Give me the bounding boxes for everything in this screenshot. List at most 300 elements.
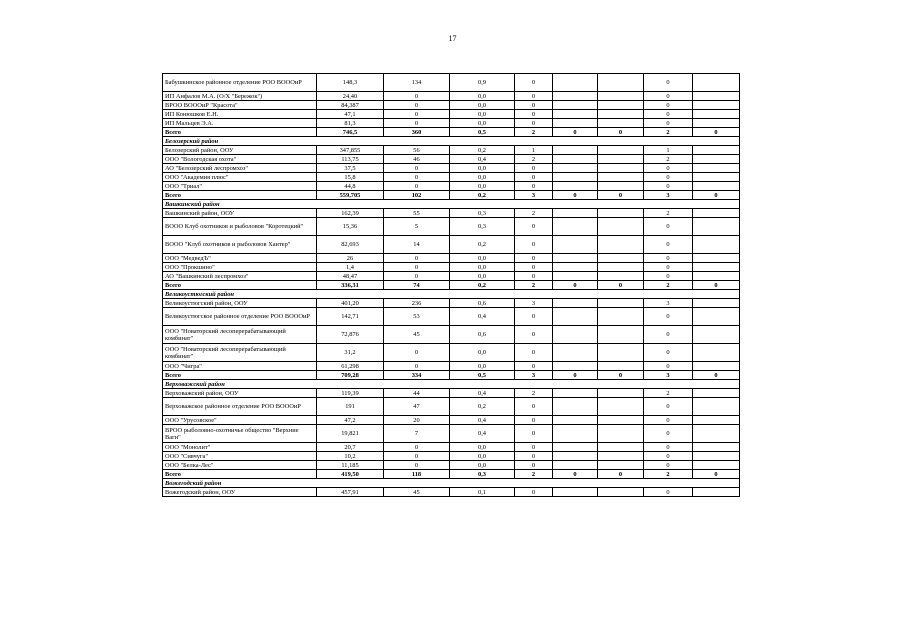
organization-name: ИП Мальцев Э.А.	[163, 119, 317, 128]
table-cell: 0	[384, 263, 450, 272]
table-cell: 0	[598, 191, 644, 200]
table-cell: 0	[553, 371, 598, 380]
table-cell: 10,2	[317, 452, 384, 461]
table-cell: 0	[515, 461, 553, 470]
table-cell: 0	[553, 128, 598, 137]
table-cell	[693, 344, 740, 362]
table-cell	[598, 344, 644, 362]
table-cell: 709,28	[317, 371, 384, 380]
table-cell	[553, 344, 598, 362]
table-cell: 419,50	[317, 470, 384, 479]
table-row	[163, 74, 740, 92]
table-cell: 0,0	[450, 272, 515, 281]
district-name: Вашкинский район	[163, 200, 740, 209]
table-cell	[693, 146, 740, 155]
table-cell: 72,876	[317, 326, 384, 344]
table-cell	[693, 299, 740, 308]
district-name: Верховажский район	[163, 380, 740, 389]
table-cell	[553, 416, 598, 425]
table-cell: 26	[317, 254, 384, 263]
organization-name: ООО "Новаторский лесоперерабатывающий комбинат"	[163, 326, 317, 344]
table-cell: 0	[515, 236, 553, 254]
table-cell: 0	[693, 470, 740, 479]
table-cell: 457,91	[317, 488, 384, 497]
table-cell: 2	[515, 470, 553, 479]
table-cell: 0	[515, 74, 553, 92]
table-cell: 0	[384, 101, 450, 110]
table-cell: 0	[644, 452, 693, 461]
table-cell: 0	[515, 263, 553, 272]
table-cell: 0	[384, 443, 450, 452]
table-cell	[598, 119, 644, 128]
organization-name: ООО "Урусовское"	[163, 416, 317, 425]
organization-name: ООО "Вологодская охота"	[163, 155, 317, 164]
table-cell: 0	[515, 488, 553, 497]
table-cell: 44	[384, 389, 450, 398]
table-cell	[553, 488, 598, 497]
table-cell: 7	[384, 425, 450, 443]
table-cell: 360	[384, 128, 450, 137]
table-cell: 0	[644, 92, 693, 101]
table-cell: 2	[644, 470, 693, 479]
table-cell	[598, 110, 644, 119]
table-cell: 0	[644, 443, 693, 452]
table-cell: 2	[515, 389, 553, 398]
table-cell	[693, 443, 740, 452]
table-cell: 0	[515, 92, 553, 101]
table-cell: 0	[644, 416, 693, 425]
table-cell	[598, 164, 644, 173]
table-cell: 142,71	[317, 308, 384, 326]
table-cell	[553, 182, 598, 191]
table-row	[163, 461, 740, 470]
table-cell	[693, 92, 740, 101]
table-cell: 81,3	[317, 119, 384, 128]
table-cell	[553, 92, 598, 101]
table-cell	[553, 74, 598, 92]
table-cell	[598, 398, 644, 416]
organization-name: ООО "Академия плюс"	[163, 173, 317, 182]
table-cell: 0	[598, 128, 644, 137]
table-row	[163, 254, 740, 263]
table-cell: 0,4	[450, 155, 515, 164]
table-cell: 0	[515, 101, 553, 110]
organization-name: ВРОО рыболовно-охотничье общество "Верхние Ваги"	[163, 425, 317, 443]
table-cell: 3	[644, 191, 693, 200]
table-cell: 102	[384, 191, 450, 200]
table-cell	[598, 326, 644, 344]
table-cell: 0	[553, 470, 598, 479]
table-cell: 47,2	[317, 416, 384, 425]
table-cell: 45	[384, 326, 450, 344]
table-cell	[693, 182, 740, 191]
table-cell: 0	[515, 119, 553, 128]
table-cell	[553, 263, 598, 272]
table-cell: 0	[644, 218, 693, 236]
table-cell: 0	[598, 281, 644, 290]
total-row	[163, 371, 740, 380]
table-cell	[693, 398, 740, 416]
table-cell: 31,2	[317, 344, 384, 362]
table-cell: 5	[384, 218, 450, 236]
table-row	[163, 452, 740, 461]
table-cell	[693, 209, 740, 218]
table-cell	[598, 254, 644, 263]
table-cell: 118	[384, 470, 450, 479]
table-cell: 0	[644, 101, 693, 110]
table-row	[163, 299, 740, 308]
table-cell: 0	[598, 371, 644, 380]
total-label: Всего	[163, 191, 317, 200]
organization-name: ООО "Чигра"	[163, 362, 317, 371]
table-cell	[553, 209, 598, 218]
table-cell: 45	[384, 488, 450, 497]
organization-name: Великоустюгский район, ООУ	[163, 299, 317, 308]
table-cell: 0,0	[450, 101, 515, 110]
district-header-row	[163, 290, 740, 299]
table-cell	[553, 389, 598, 398]
table-cell: 47,1	[317, 110, 384, 119]
table-cell: 0	[644, 272, 693, 281]
table-cell: 0	[644, 398, 693, 416]
table-cell	[693, 308, 740, 326]
table-cell	[693, 362, 740, 371]
table-cell: 0	[553, 281, 598, 290]
table-cell	[598, 461, 644, 470]
table-cell: 0	[644, 308, 693, 326]
total-label: Всего	[163, 128, 317, 137]
table-cell	[693, 425, 740, 443]
table-cell	[598, 155, 644, 164]
total-label: Всего	[163, 371, 317, 380]
table-cell: 0,5	[450, 371, 515, 380]
table-cell: 0,3	[450, 470, 515, 479]
table-cell: 2	[644, 155, 693, 164]
table-cell: 0,2	[450, 191, 515, 200]
table-cell: 0,0	[450, 443, 515, 452]
table-cell: 2	[644, 389, 693, 398]
table-cell	[598, 218, 644, 236]
table-row	[163, 272, 740, 281]
table-cell: 0,0	[450, 182, 515, 191]
organization-name: Вожегодский район, ООУ	[163, 488, 317, 497]
table-cell: 0	[384, 110, 450, 119]
table-cell: 0	[644, 236, 693, 254]
table-cell: 0	[553, 191, 598, 200]
table-cell: 0,0	[450, 119, 515, 128]
table-cell	[693, 389, 740, 398]
table-cell	[693, 110, 740, 119]
table-cell	[553, 308, 598, 326]
table-cell: 0	[384, 272, 450, 281]
table-cell	[693, 101, 740, 110]
table-cell: 2	[644, 209, 693, 218]
table-cell: 0	[693, 371, 740, 380]
table-cell	[598, 488, 644, 497]
table-cell: 84,387	[317, 101, 384, 110]
table-cell	[553, 362, 598, 371]
table-cell: 0	[693, 281, 740, 290]
table-cell	[598, 272, 644, 281]
total-row	[163, 470, 740, 479]
total-row	[163, 191, 740, 200]
table-cell: 0,3	[450, 218, 515, 236]
table-cell: 0,4	[450, 425, 515, 443]
table-cell: 3	[515, 371, 553, 380]
table-cell: 0	[644, 488, 693, 497]
table-cell: 0,9	[450, 74, 515, 92]
table-cell: 0,4	[450, 308, 515, 326]
total-row	[163, 128, 740, 137]
table-cell	[553, 173, 598, 182]
table-cell: 347,855	[317, 146, 384, 155]
table-cell: 0,2	[450, 236, 515, 254]
organization-name: ВООО Клуб охотников и рыболовов "Коротецкий"	[163, 218, 317, 236]
table-cell	[598, 209, 644, 218]
table-cell: 0	[644, 182, 693, 191]
table-cell: 0,6	[450, 299, 515, 308]
table-cell: 0	[515, 164, 553, 173]
organization-name: Великоустюгское районное отделение РОО ВОООиР	[163, 308, 317, 326]
table-cell: 0,0	[450, 110, 515, 119]
table-cell: 0,0	[450, 452, 515, 461]
table-cell	[598, 263, 644, 272]
table-cell	[693, 416, 740, 425]
table-cell: 0	[515, 254, 553, 263]
organization-name: ВООО "Клуб охотников и рыболовов Хантер"	[163, 236, 317, 254]
table-row	[163, 173, 740, 182]
table-cell: 0,2	[450, 146, 515, 155]
organization-name: ООО "Сивчуга"	[163, 452, 317, 461]
table-row	[163, 218, 740, 236]
table-cell	[598, 452, 644, 461]
organization-name: ООО "МедведЪ"	[163, 254, 317, 263]
table-cell: 0,6	[450, 326, 515, 344]
table-cell: 55	[384, 209, 450, 218]
table-cell: 2	[515, 209, 553, 218]
table-cell: 0	[644, 425, 693, 443]
table-cell	[553, 146, 598, 155]
table-cell: 20,7	[317, 443, 384, 452]
table-cell	[693, 164, 740, 173]
table-cell	[693, 74, 740, 92]
organization-name: ООО "Монолит"	[163, 443, 317, 452]
table-cell: 61,298	[317, 362, 384, 371]
table-cell: 0	[384, 362, 450, 371]
table-cell: 0	[644, 164, 693, 173]
table-cell: 0	[515, 182, 553, 191]
table-row	[163, 362, 740, 371]
table-cell	[553, 443, 598, 452]
table-cell: 0	[598, 470, 644, 479]
table-cell: 0	[644, 173, 693, 182]
table-cell	[693, 173, 740, 182]
table-cell: 0	[384, 452, 450, 461]
district-header-row	[163, 479, 740, 488]
table-cell: 0	[384, 344, 450, 362]
table-cell: 1	[644, 146, 693, 155]
table-cell	[693, 488, 740, 497]
table-cell	[553, 155, 598, 164]
table-cell: 0,2	[450, 281, 515, 290]
table-cell: 0	[693, 191, 740, 200]
table-cell: 0	[384, 461, 450, 470]
table-cell: 746,5	[317, 128, 384, 137]
table-cell: 0,4	[450, 389, 515, 398]
hunting-data-table	[162, 73, 740, 497]
table-cell	[598, 101, 644, 110]
table-cell: 3	[515, 299, 553, 308]
table-cell: 0	[515, 398, 553, 416]
organization-name: Бабушкинское районное отделение РОО ВОООиР	[163, 74, 317, 92]
table-cell	[553, 398, 598, 416]
table-cell: 0	[515, 443, 553, 452]
table-cell	[693, 155, 740, 164]
table-row	[163, 164, 740, 173]
table-cell: 0,5	[450, 128, 515, 137]
table-cell: 0	[384, 173, 450, 182]
organization-name: Верховажское районное отделение РОО ВОООиР	[163, 398, 317, 416]
table-cell: 0	[644, 119, 693, 128]
table-cell: 0,0	[450, 254, 515, 263]
table-cell	[598, 425, 644, 443]
table-cell: 0,0	[450, 164, 515, 173]
table-cell: 119,39	[317, 389, 384, 398]
table-cell	[598, 308, 644, 326]
table-cell	[553, 119, 598, 128]
table-cell	[598, 416, 644, 425]
district-header-row	[163, 137, 740, 146]
table-cell: 37,5	[317, 164, 384, 173]
table-cell: 0	[515, 452, 553, 461]
table-row	[163, 398, 740, 416]
table-cell: 0,2	[450, 398, 515, 416]
table-cell	[693, 119, 740, 128]
table-cell	[693, 236, 740, 254]
table-cell	[553, 425, 598, 443]
table-cell: 24,40	[317, 92, 384, 101]
table-cell: 2	[515, 155, 553, 164]
table-cell	[598, 92, 644, 101]
table-cell	[598, 362, 644, 371]
table-row	[163, 182, 740, 191]
table-cell: 0	[515, 173, 553, 182]
table-cell: 15,8	[317, 173, 384, 182]
table-cell: 2	[515, 281, 553, 290]
table-cell: 44,8	[317, 182, 384, 191]
table-cell	[693, 218, 740, 236]
table-cell	[693, 452, 740, 461]
table-cell	[693, 254, 740, 263]
table-row	[163, 92, 740, 101]
table-cell: 46	[384, 155, 450, 164]
organization-name: ООО "Белка-Лес"	[163, 461, 317, 470]
table-cell: 11,185	[317, 461, 384, 470]
table-cell	[693, 263, 740, 272]
table-cell: 14	[384, 236, 450, 254]
district-name: Великоустюгский район	[163, 290, 740, 299]
table-cell: 134	[384, 74, 450, 92]
table-cell: 0,0	[450, 263, 515, 272]
table-cell: 0,0	[450, 362, 515, 371]
table-body	[163, 74, 740, 497]
table-cell	[598, 236, 644, 254]
organization-name: ООО "Новаторский лесоперерабатывающий комбинат"	[163, 344, 317, 362]
table-cell	[693, 272, 740, 281]
table-cell: 0	[515, 110, 553, 119]
table-cell: 0,1	[450, 488, 515, 497]
page-number: 17	[448, 34, 457, 43]
table-cell: 0	[384, 119, 450, 128]
table-cell: 3	[515, 191, 553, 200]
table-cell: 0	[515, 425, 553, 443]
table-cell: 2	[644, 128, 693, 137]
organization-name: Вашкинский район, ООУ	[163, 209, 317, 218]
table-cell: 0,4	[450, 416, 515, 425]
table-cell: 20	[384, 416, 450, 425]
table-cell: 0	[384, 254, 450, 263]
table-cell: 191	[317, 398, 384, 416]
table-row	[163, 236, 740, 254]
table-cell: 401,20	[317, 299, 384, 308]
table-row	[163, 425, 740, 443]
table-cell	[553, 326, 598, 344]
district-header-row	[163, 380, 740, 389]
table-row	[163, 110, 740, 119]
table-cell: 74	[384, 281, 450, 290]
table-row	[163, 326, 740, 344]
district-header-row	[163, 200, 740, 209]
table-cell: 2	[515, 128, 553, 137]
table-cell	[553, 254, 598, 263]
table-cell: 0	[644, 344, 693, 362]
table-cell: 0	[644, 254, 693, 263]
table-cell: 82,693	[317, 236, 384, 254]
table-cell: 0,0	[450, 92, 515, 101]
table-cell	[553, 164, 598, 173]
table-cell: 0	[644, 263, 693, 272]
district-name: Вожегодский район	[163, 479, 740, 488]
organization-name: Белозерский район, ООУ	[163, 146, 317, 155]
table-cell	[553, 218, 598, 236]
table-cell: 0	[515, 218, 553, 236]
table-cell	[693, 461, 740, 470]
table-cell: 0	[644, 74, 693, 92]
table-cell: 559,705	[317, 191, 384, 200]
table-cell: 1	[515, 146, 553, 155]
table-cell: 0,3	[450, 209, 515, 218]
table-cell: 48,47	[317, 272, 384, 281]
table-cell: 0	[515, 344, 553, 362]
table-cell	[553, 236, 598, 254]
table-cell	[553, 461, 598, 470]
organization-name: АО "Вашкинский леспромхоз"	[163, 272, 317, 281]
table-cell	[553, 110, 598, 119]
table-row	[163, 119, 740, 128]
district-name: Белозерский район	[163, 137, 740, 146]
table-cell: 56	[384, 146, 450, 155]
table-cell: 0	[644, 110, 693, 119]
table-row	[163, 389, 740, 398]
table-cell: 19,821	[317, 425, 384, 443]
organization-name: ООО "Триал"	[163, 182, 317, 191]
table-cell: 47	[384, 398, 450, 416]
table-cell: 0	[515, 362, 553, 371]
table-cell: 113,75	[317, 155, 384, 164]
table-cell: 0	[515, 416, 553, 425]
table-cell	[598, 443, 644, 452]
table-row	[163, 101, 740, 110]
